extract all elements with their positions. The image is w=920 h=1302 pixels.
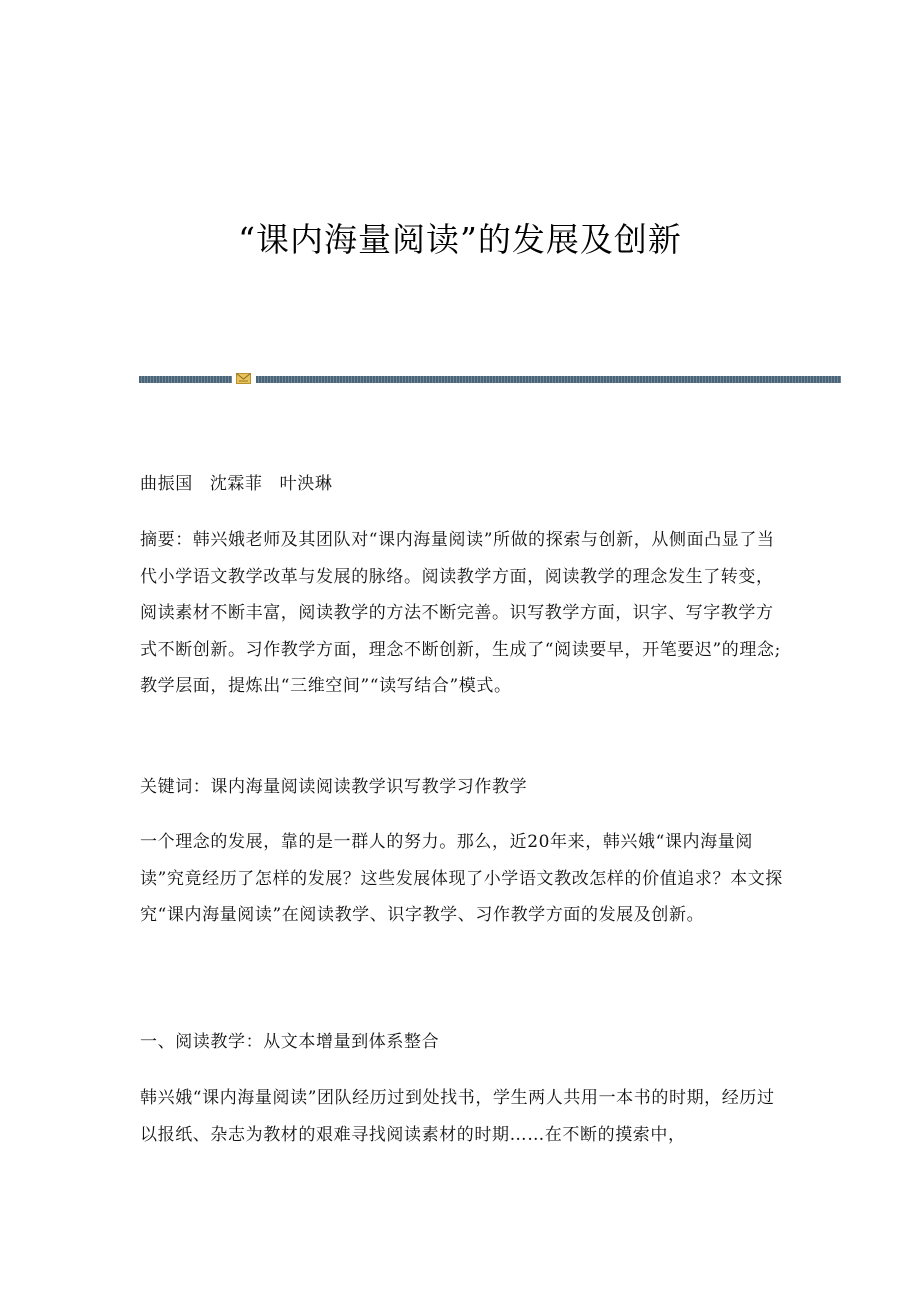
document-title: “课内海量阅读”的发展及创新 — [238, 220, 682, 259]
abstract-paragraph: 摘要：韩兴娥老师及其团队对“课内海量阅读”所做的探索与创新，从侧面凸显了当代小学语文教学改革与发展的脉络。阅读教学方面，阅读教学的理念发生了转变，阅读素材不断丰富，阅读教学的方法不断完善。识写教学方面，识字、写字教学方式不断创新。习作教学方面，理念不断创新，生成了“阅读要早，开笔要迟”的理念;教学层面，提炼出“三维空间”“读写结合”模式。 — [140, 530, 781, 696]
divider-bar-left — [139, 376, 232, 383]
divider-bar-right — [256, 376, 841, 383]
author-name: 沈霖菲 — [209, 474, 263, 494]
author-name: 曲振国 — [140, 474, 193, 494]
author-name: 叶泱琳 — [279, 474, 333, 494]
keywords-line: 关键词：课内海量阅读阅读教学识写教学习作教学 — [140, 777, 528, 797]
author-list — [140, 466, 790, 503]
section-heading: 一、阅读教学：从文本增量到体系整合 — [140, 1032, 440, 1052]
body-paragraph: 韩兴娥“课内海量阅读”团队经历过到处找书，学生两人共用一本书的时期，经历过以报纸、杂志为教材的艰难寻找阅读素材的时期……在不断的摸索中， — [140, 1088, 775, 1145]
intro-paragraph: 一个理念的发展，靠的是一群人的努力。那么，近20年来，韩兴娥“课内海量阅读”究竟经历了怎样的发展？这些发展体现了小学语文教改怎样的价值追求？本文探究“课内海量阅读”在阅读教学、识字教学、习作教学方面的发展及创新。 — [140, 832, 783, 925]
decorative-divider — [139, 372, 841, 384]
envelope-ornament-icon — [236, 373, 251, 384]
